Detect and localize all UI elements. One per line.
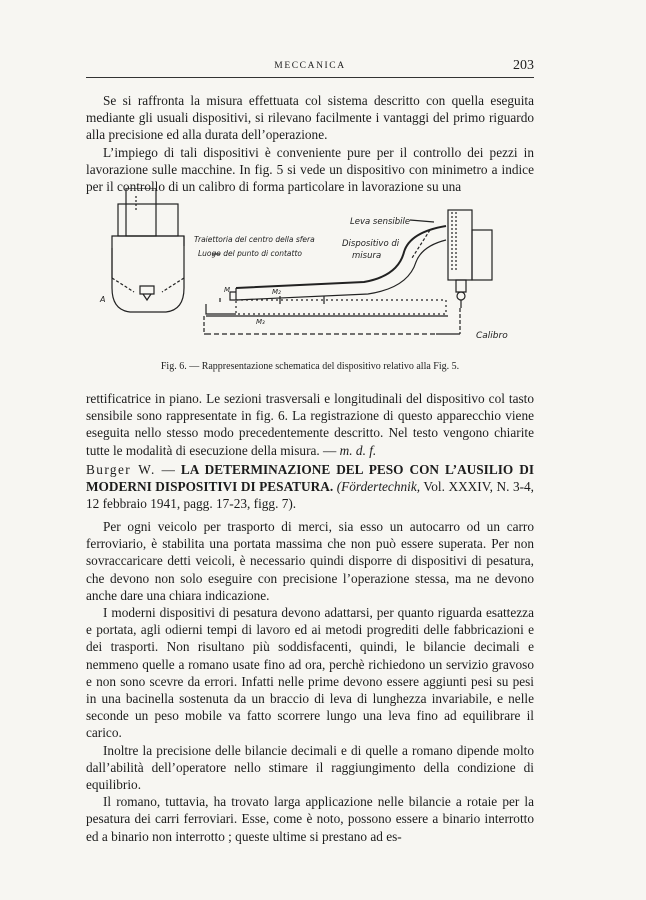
intro-text	[86, 92, 534, 195]
paragraph: I moderni dispositivi di pesatura devono adattarsi, per quanto riguarda esattezza e portata, agli odierni tempi di lavoro ed ai metodi progrediti delle fabbricazioni e dei trasporti. Non risultano più soddisfacenti, quindi, le bilancie decimali e nemmeno quelle a romano usate fino ad ora, perchè richiedono un servizio gravoso e non sono scevre da errori. Infatti nelle prime devono essere aggiunti pesi su pesi in una bacinella sostenuta da un braccio di leva di lunghezza invariabile, e nelle seconde un peso mobile va fatto scorrere lungo una leva fino ad equilibrare il carico.	[86, 605, 534, 741]
label-dispositivo: Dispositivo di	[342, 239, 400, 249]
label-leva-sensibile: Leva sensibile	[350, 217, 411, 227]
heading-dash: —	[155, 462, 181, 477]
continuation-text	[86, 390, 534, 459]
paragraph: Il romano, tuttavia, ha trovato larga applicazione nelle bilancie a rotaie per la pesatura dei carri ferroviari. Esse, come è noto, possono essere a binario interrotto ed a binario non interrotto ; queste ultime si prestano ad es-	[86, 794, 534, 844]
label-traiettoria: Traiettoria del centro della sfera	[194, 235, 315, 244]
label-m2: M₂	[272, 288, 281, 296]
label-misura: misura	[352, 251, 382, 261]
page-number: 203	[513, 58, 534, 73]
figure-caption: Fig. 6. — Rappresentazione schematica del dispositivo relativo alla Fig. 5.	[160, 361, 460, 372]
journal-details: Vol. XXXIV, N. 3-4, 12 febbraio 1941, pagg. 17-23, figg. 7).	[86, 479, 534, 512]
paragraph	[86, 390, 534, 459]
journal-name: (Fördertechnik,	[336, 479, 421, 495]
header-rule	[86, 77, 534, 78]
article-body	[86, 518, 534, 845]
article-author: Burger W.	[86, 462, 156, 477]
paragraph: Se si raffronta la misura effettuata col sistema descritto con quella eseguita mediante gli usuali dispositivi, si rilevano facilmente i vantaggi del primo riguardo alla precisione ed alla durata dell’operazione.	[86, 93, 534, 143]
cross-section-body	[112, 236, 184, 312]
paragraph: Inoltre la precisione delle bilancie decimali e di quelle a romano dipende molto dall’abilità dell’operatore nello stimare il raggiungimento della condizione di equilibrio.	[86, 742, 534, 793]
paragraph: Per ogni veicolo per trasporto di merci, sia esso un autocarro od un carro ferroviario, è stabilita una portata massima che non può essere superata. Per non sovraccaricare detti veicoli, è necessario quindi disporre di dispositivi di pesatura, che devono non solo eseguire con precisione l’operazione stessa, ma ne devono anche dare una chiara indicazione.	[86, 519, 534, 603]
author-signature: m. d. f.	[339, 442, 377, 458]
running-header	[86, 58, 534, 78]
cross-section-stem	[126, 188, 156, 236]
section-title: MECCANICA	[274, 61, 346, 71]
label-calibro: Calibro	[476, 331, 508, 341]
figure-6-diagram	[86, 188, 534, 356]
label-luogo-contatto: Luogo del punto di contatto	[198, 249, 302, 258]
article-heading	[86, 461, 534, 513]
cross-section-head	[118, 204, 178, 236]
paragraph-main: rettificatrice in piano. Le sezioni trasversali e longitudinali del dispositivo col tasto sensibile sono rappresentate in fig. 6. La registrazione di questo apparecchio viene eseguita nello stesso modo precedentemente descritto. Nel testo vengono chiarite tutte le modalità di esecuzione della misura. —	[86, 391, 534, 458]
article-title: LA DETERMINAZIONE DEL PESO CON L’AUSILIO DI MODERNI DISPOSITIVI DI PESATURA.	[86, 462, 534, 495]
paragraph: L’impiego di tali dispositivi è conveniente pure per il controllo dei pezzi in lavorazione sulle macchine. In fig. 5 si vede un dispositivo con minimetro a indice per il controllo di un calibro di forma particolare in lavorazione su una	[86, 144, 534, 195]
label-m1: M	[224, 286, 231, 294]
label-m3: M₃	[256, 318, 265, 326]
device-schematic	[86, 188, 534, 356]
label-a: A	[100, 295, 106, 304]
workpiece-calibro	[236, 300, 446, 314]
